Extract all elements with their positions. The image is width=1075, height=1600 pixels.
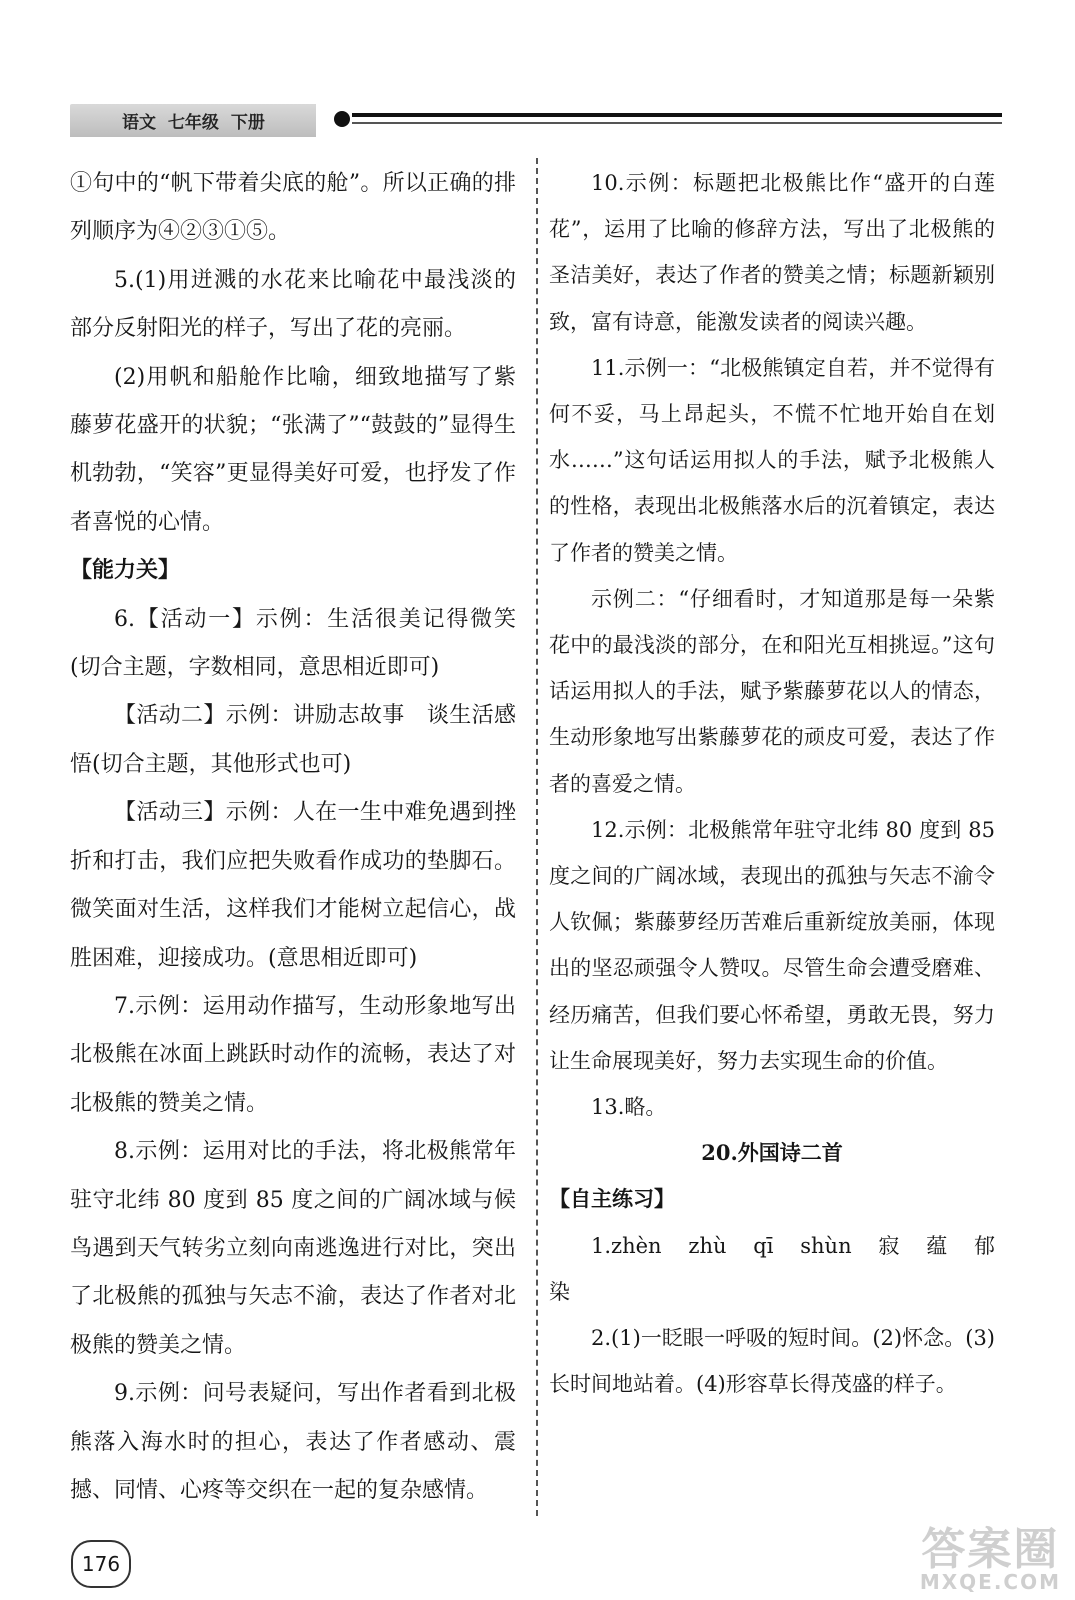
paragraph: 2.(1)一眨眼一呼吸的短时间。(2)怀念。(3)长时间地站着。(4)形容草长得茂盛的样子。 [549,1326,995,1397]
lesson-title: 20.外国诗二首 [701,1140,843,1166]
column-divider [536,158,538,1516]
paragraph: 示例二：“仔细看时，才知道那是每一朵紫花中的最浅淡的部分，在和阳光互相挑逗。”这句话运用拟人的手法，赋予紫藤萝花以人的情态，生动形象地写出紫藤萝花的顽皮可爱，表达了作者的喜爱之情。 [549,586,995,796]
paragraph: 5.(1)用迸溅的水花来比喻花中最浅淡的部分反射阳光的样子，写出了花的亮丽。 [70,267,516,342]
page-number-text: 176 [81,1552,121,1576]
watermark-logo [919,1524,1061,1594]
paragraph: 11.示例一：“北极熊镇定自若，并不觉得有何不妥，马上昂起头，不慌不忙地开始自在划水……”这句话运用拟人的手法，赋予北极熊人的性格，表现出北极熊落水后的沉着镇定，表达了作者的赞美之情。 [549,355,995,565]
header-bullet [334,111,350,127]
paragraph: 【活动二】示例：讲励志故事 谈生活感悟(切合主题，其他形式也可) [70,703,516,777]
paragraph: 6.【活动一】示例：生活很美记得微笑(切合主题，字数相同，意思相近即可) [70,606,516,681]
paragraph: 8.示例：运用对比的手法，将北极熊常年驻守北纬 80 度到 85 度之间的广阔冰域与候鸟遇到天气转劣立刻向南逃逸进行对比，突出了北极熊的孤独与矢志不渝，表达了作者对北极熊的赞美之情。 [70,1139,516,1358]
watermark-url: MXQE.COM [919,1570,1061,1594]
paragraph: 7.示例：运用动作描写，生动形象地写出北极熊在冰面上跳跃时动作的流畅，表达了对北极熊的赞美之情。 [70,993,516,1116]
paragraph: 10.示例：标题把北极熊比作“盛开的白莲花”，运用了比喻的修辞方法，写出了北极熊的圣洁美好，表达了作者的赞美之情；标题新颖别致，富有诗意，能激发读者的阅读兴趣。 [549,171,995,334]
header-rule-thin [352,122,1002,124]
paragraph: (2)用帆和船舱作比喻，细致地描写了紫藤萝花盛开的状貌；“张满了”“鼓鼓的”显得生机勃勃，“笑容”更显得美好可爱，也抒发了作者喜悦的心情。 [70,364,516,535]
section-heading: 【能力关】 [70,558,181,584]
paragraph: 12.示例：北极熊常年驻守北纬 80 度到 85 度之间的广阔冰域，表现出的孤独与矢志不渝令人钦佩；紫藤萝经历苦难后重新绽放美丽，体现出的坚忍顽强令人赞叹。尽管生命会遭受磨难、经历痛苦，但我们要心怀希望，勇敢无畏，努力让生命展现美好，努力去实现生命的价值。 [549,817,995,1073]
header-label: 语文 七年级 下册 [122,113,265,133]
header-tab [70,104,316,137]
header-rule [352,113,1002,117]
section-heading: 【自主练习】 [549,1187,675,1212]
left-column [70,160,516,1515]
paragraph: 【活动三】示例：人在一生中难免遇到挫折和打击，我们应把失败看作成功的垫脚石。微笑面对生活，这样我们才能树立起信心，战胜困难，迎接成功。(意思相近即可) [70,800,516,971]
right-column [549,160,1016,1407]
paragraph: 1.zhèn zhù qī shùn 寂 蕴 郁 染 [549,1233,1016,1304]
paragraph: ①句中的“帆下带着尖底的舱”。所以正确的排列顺序为④②③①⑤。 [70,171,516,245]
paragraph: 9.示例：问号表疑问，写出作者看到北极熊落入海水时的担心，表达了作者感动、震撼、同情、心疼等交织在一起的复杂感情。 [70,1381,516,1503]
page-number [71,1540,131,1588]
paragraph: 13.略。 [591,1095,667,1120]
watermark-text: 答案圈 [921,1524,1060,1575]
